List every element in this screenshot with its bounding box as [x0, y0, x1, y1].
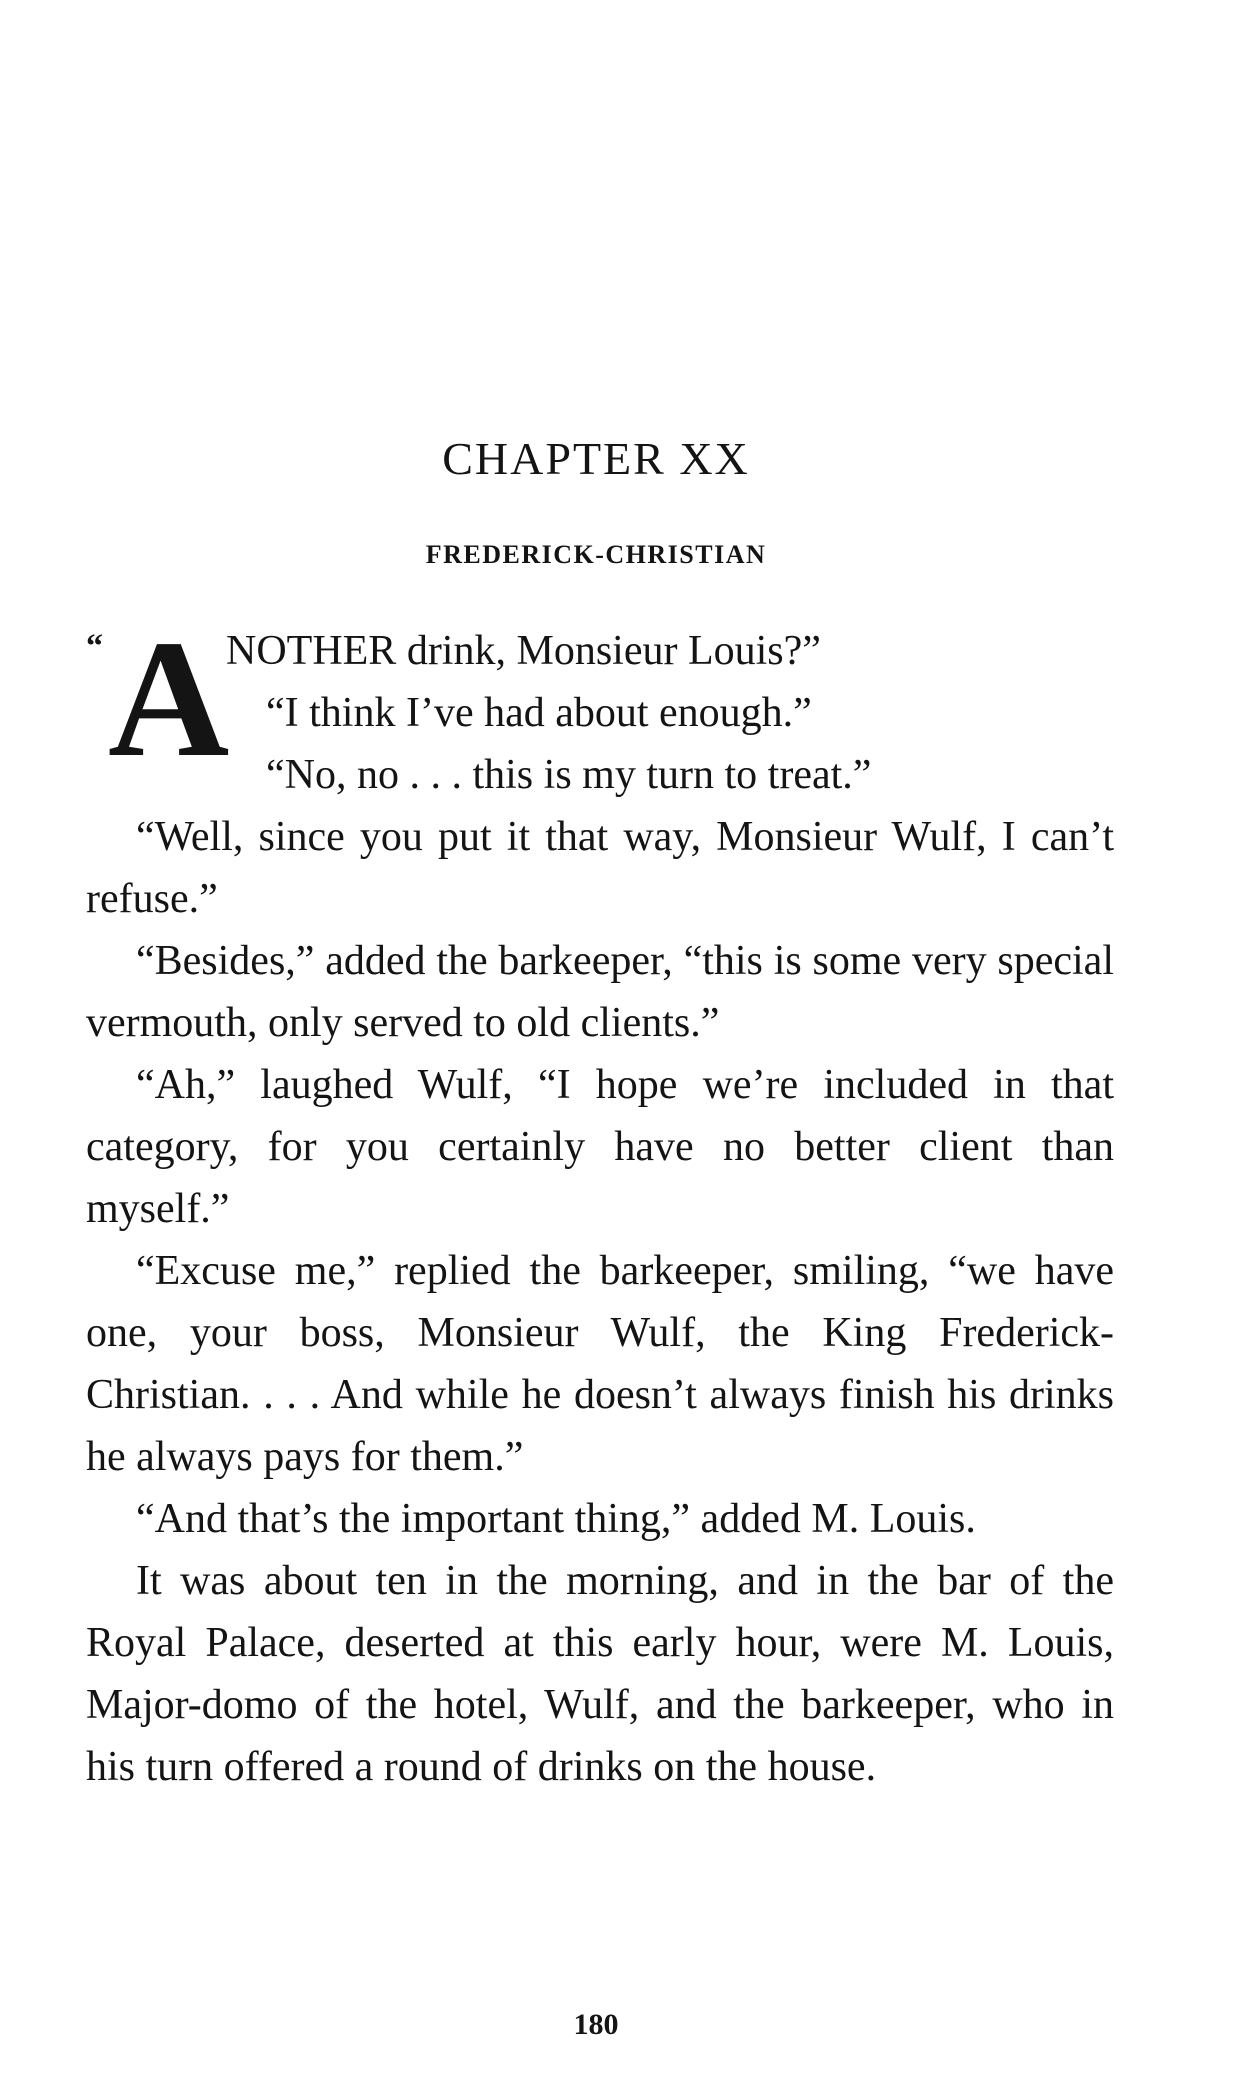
paragraph: “Well, since you put it that way, Monsieur Wulf, I can’t refuse.” [86, 814, 1114, 922]
paragraph: “Besides,” added the barkeeper, “this is some very special vermouth, only served to old clients.” [86, 938, 1114, 1046]
opening-quote-mark: “ [86, 628, 103, 665]
opening-lines [86, 606, 1114, 806]
page-number: 180 [573, 2008, 619, 2041]
paragraph: “And that’s the important thing,” added M. Louis. [136, 1496, 976, 1542]
opening-line-3: “No, no . . . this is my turn to treat.” [266, 752, 872, 798]
chapter-body [86, 606, 1114, 1798]
chapter-title: CHAPTER XX [442, 433, 750, 484]
drop-cap: A [108, 606, 230, 792]
paragraph: “Excuse me,” replied the barkeeper, smiling, “we have one, your boss, Monsieur Wulf, the King Frederick-Christian. . . . And while he doesn’t always finish his drinks he always pays for them.” [86, 1248, 1114, 1480]
paragraph: “Ah,” laughed Wulf, “I hope we’re included in that category, for you certainly have no better client than myself.” [86, 1062, 1114, 1232]
paragraph: It was about ten in the morning, and in the bar of the Royal Palace, deserted at this early hour, were M. Louis, Major-domo of the hotel, Wulf, and the barkeeper, who in his turn offered a round of drinks on the house. [86, 1558, 1114, 1790]
chapter-subtitle: FREDERICK-CHRISTIAN [425, 540, 767, 569]
opening-line-2: “I think I’ve had about enough.” [266, 690, 812, 736]
opening-line-1: NOTHER drink, Monsieur Louis?” [226, 628, 821, 674]
